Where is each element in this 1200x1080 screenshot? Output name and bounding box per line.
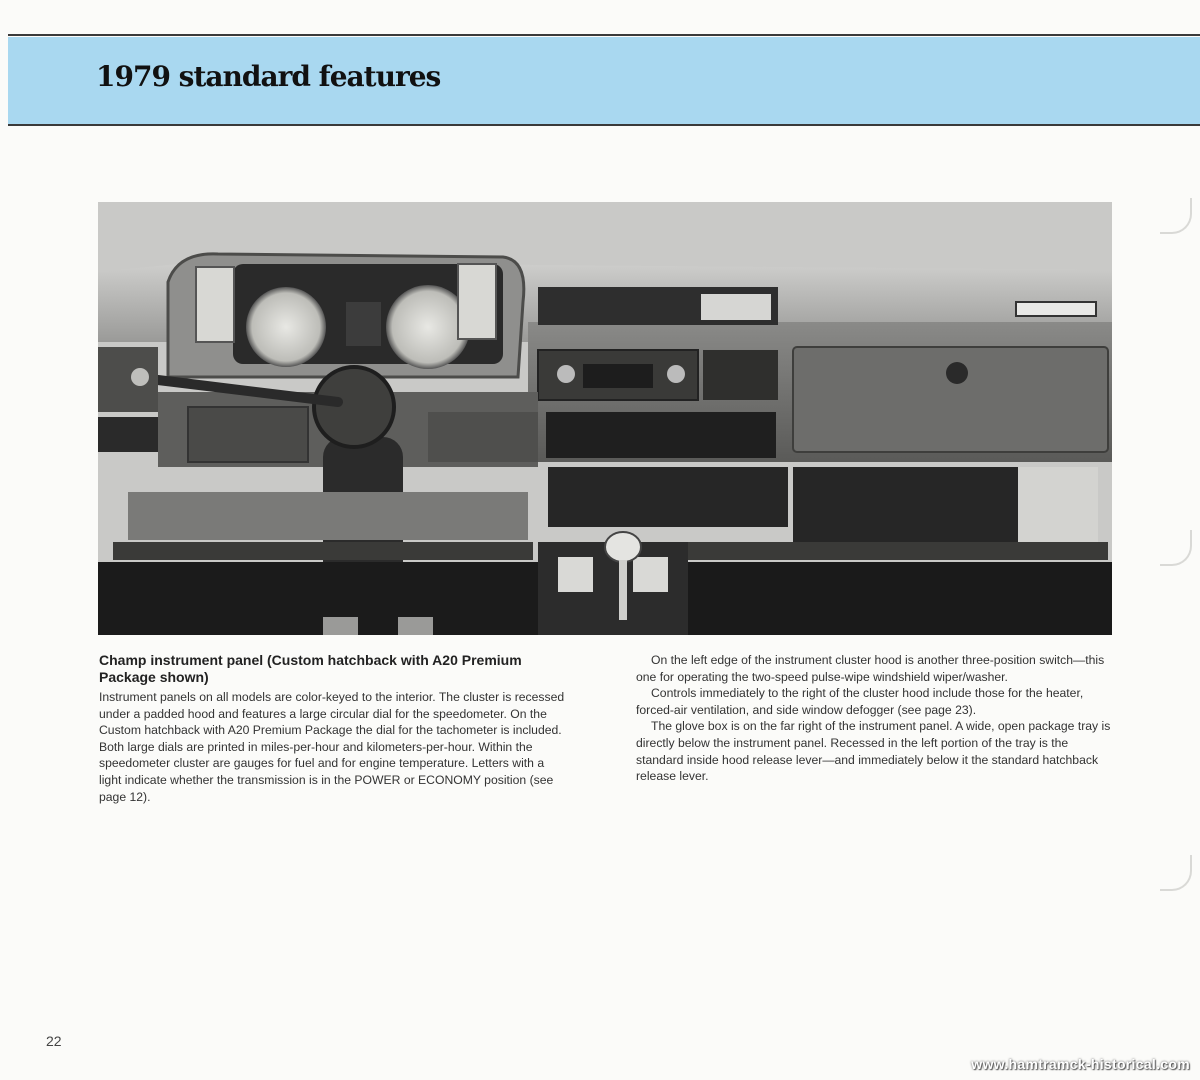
caption-heading: Champ instrument panel (Custom hatchback with A20 Premium Package shown) bbox=[99, 652, 522, 685]
caption-paragraph: Controls immediately to the right of the cluster hood include those for the heater, forced-air ventilation, and side window defogger (see page 23). bbox=[636, 686, 1084, 717]
caption-right-column bbox=[636, 652, 1116, 785]
caption-paragraph: Instrument panels on all models are color-keyed to the interior. The cluster is recessed under a padded hood and features a large circular dial for the speedometer. On the Custom hatchback with A20 Premium Package the dial for the tachometer is included. Both large dials are printed in miles-per-hour and kilometers-per-hour. Within the speedometer cluster are gauges for fuel and for engine temperature. Letters with a light indicate whether the transmission is in the POWER or ECONOMY position (see page 12). bbox=[99, 690, 565, 804]
binder-hole-middle bbox=[1160, 530, 1192, 566]
instrument-panel-photo bbox=[98, 202, 1112, 635]
watermark: www.hamtramck-historical.com bbox=[971, 1056, 1190, 1072]
page-title: 1979 standard features bbox=[96, 60, 441, 93]
page-number: 22 bbox=[46, 1033, 62, 1049]
caption-paragraph: The glove box is on the far right of the instrument panel. A wide, open package tray is directly below the instrument panel. Recessed in the left portion of the tray is the standard inside hood release lever—and immediately below it the standard hatchback release lever. bbox=[636, 719, 1111, 784]
caption-left-column bbox=[99, 689, 569, 805]
binder-hole-bottom bbox=[1160, 855, 1192, 891]
caption-paragraph: On the left edge of the instrument cluster hood is another three-position switch—this one for operating the two-speed pulse-wipe windshield wiper/washer. bbox=[636, 653, 1105, 684]
header-bottom-rule bbox=[8, 124, 1200, 126]
header-top-rule bbox=[8, 34, 1200, 36]
binder-hole-top bbox=[1160, 198, 1192, 234]
